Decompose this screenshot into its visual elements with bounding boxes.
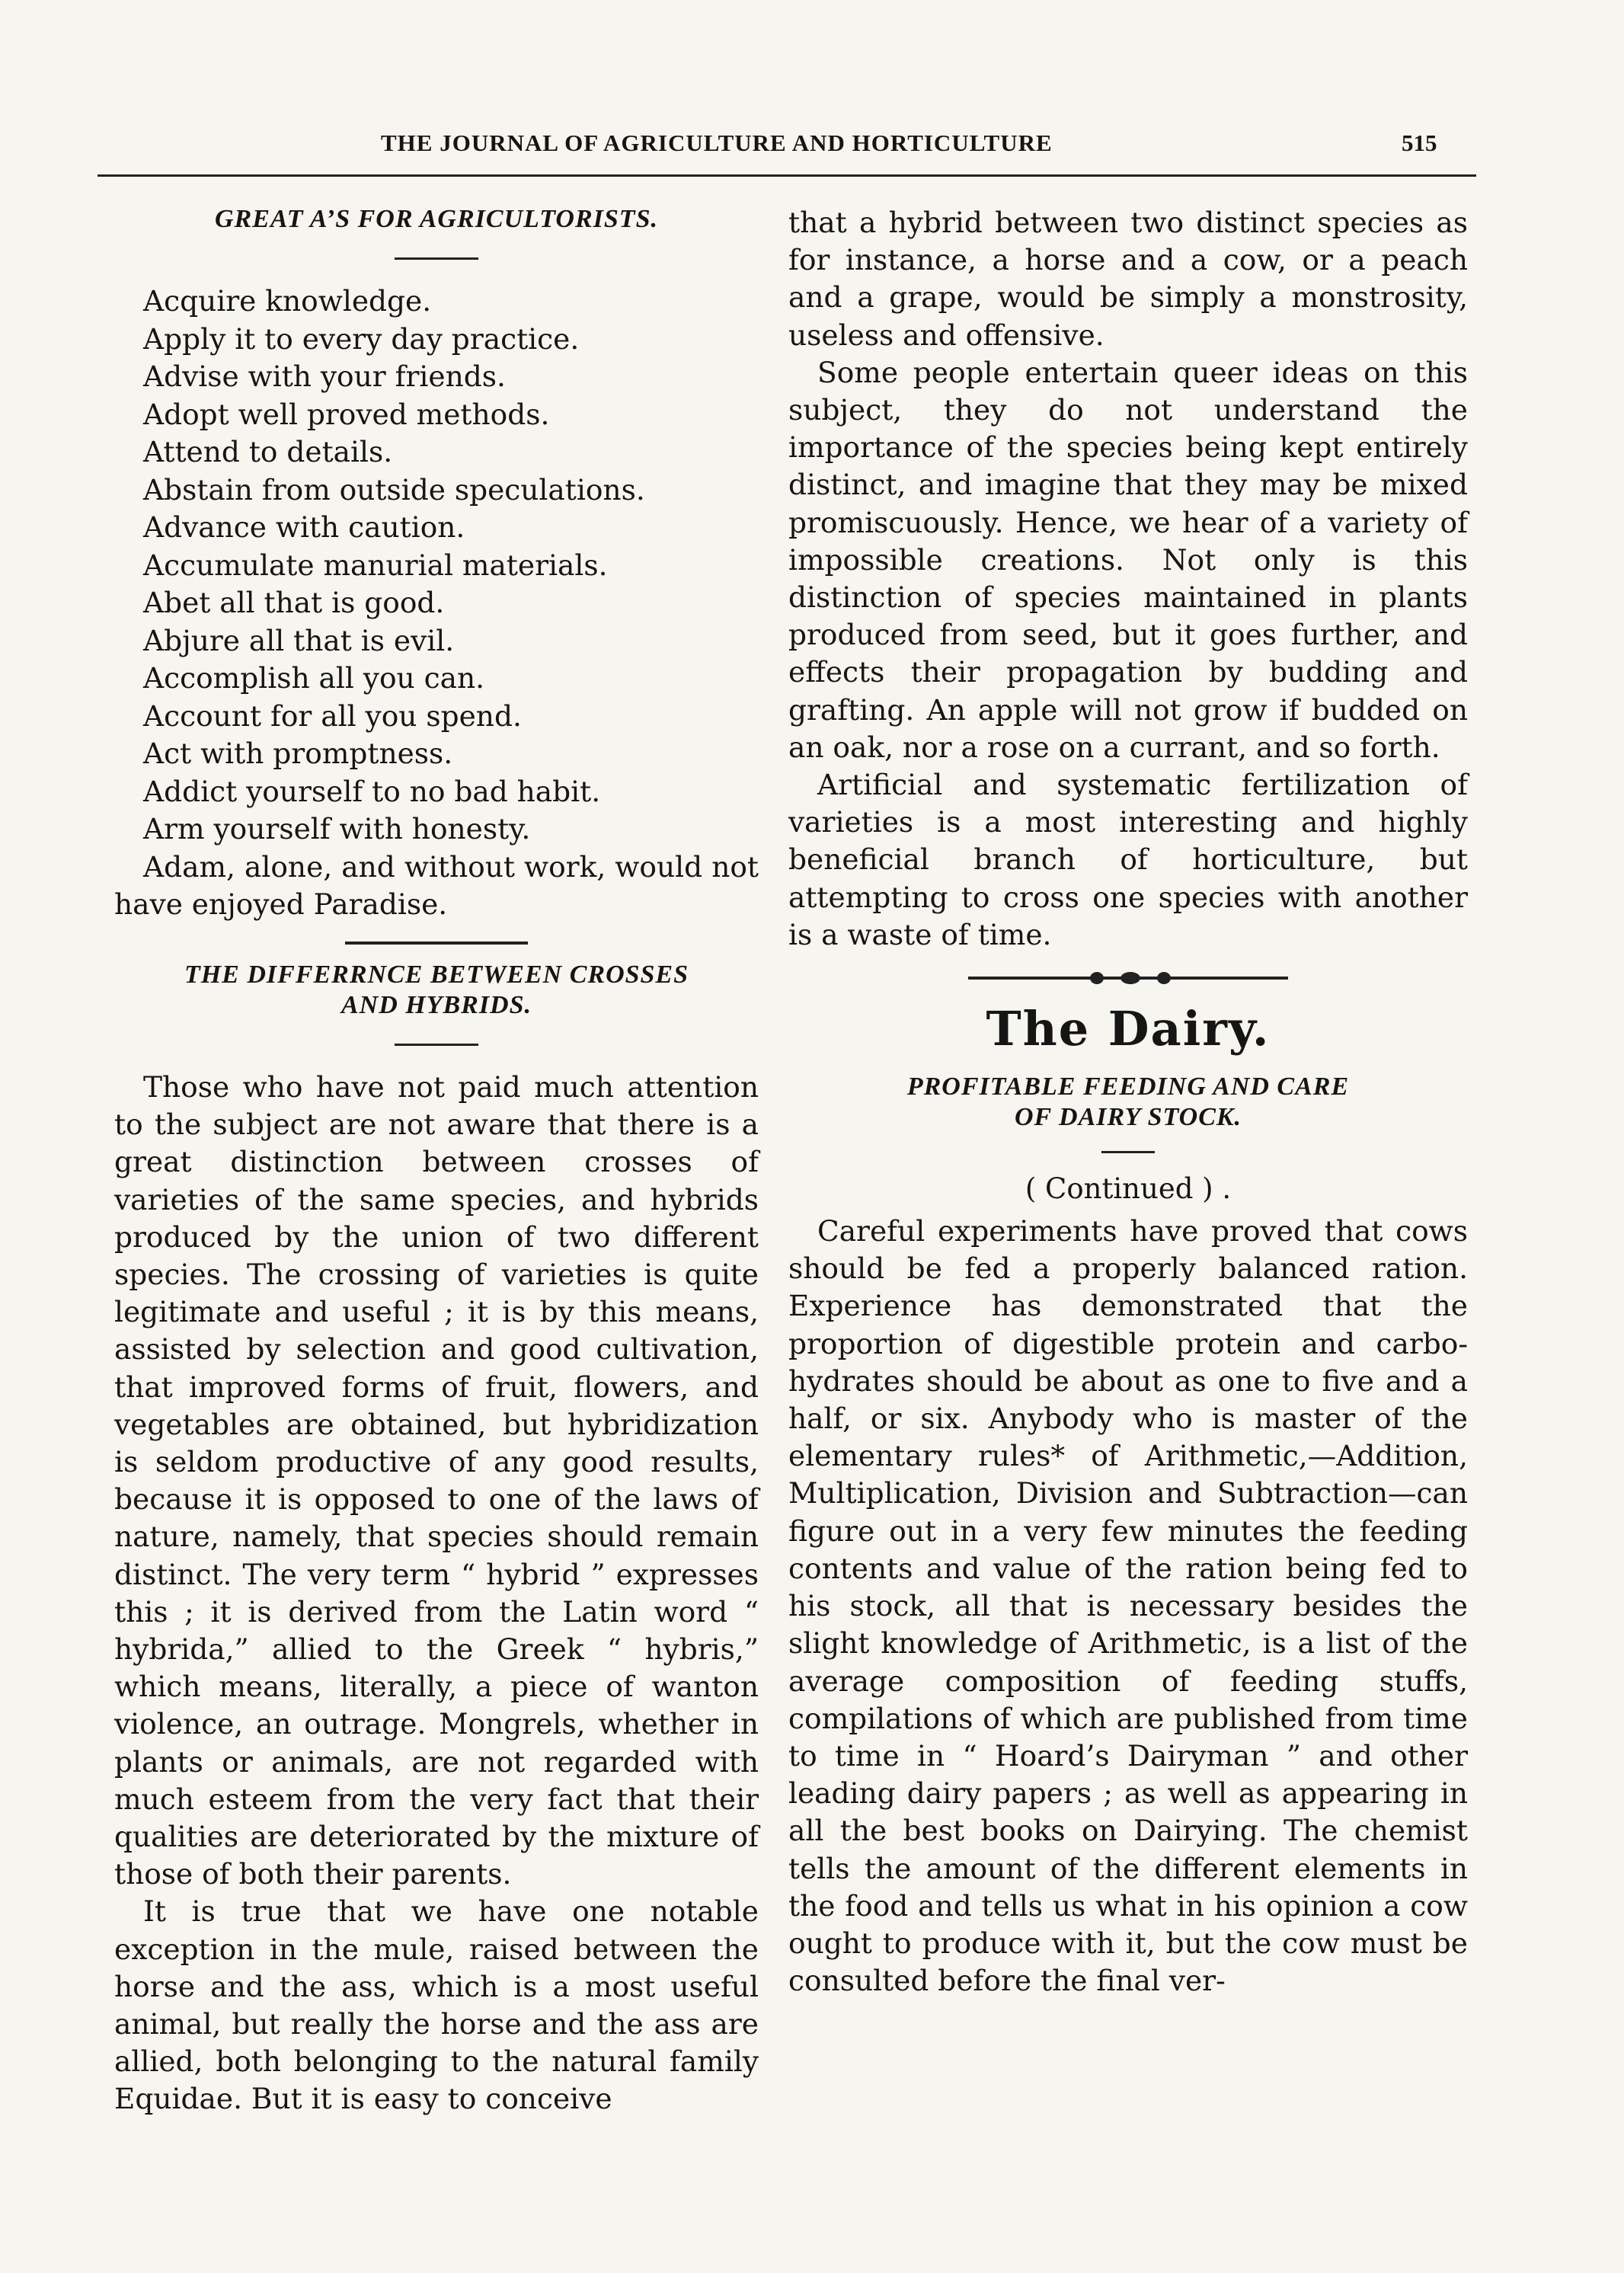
closing-line: Adam, alone, and without work, would not have enjoyed Paradise. — [114, 849, 759, 921]
ornamental-rule — [968, 977, 1288, 980]
heading-line: OF DAIRY STOCK. — [1014, 1103, 1242, 1132]
list-item: Account for all you spend. — [143, 699, 522, 733]
heading-line: THE DIFFERRNCE BETWEEN CROSSES — [184, 960, 689, 989]
list-item: Advise with your friends. — [143, 360, 506, 393]
list-item: Accomplish all you can. — [143, 661, 485, 695]
crosses-hybrids-heading — [114, 960, 759, 1021]
list-item: Act with promptness. — [143, 737, 453, 770]
article-paragraph: Those who have not paid much attention to the subject are not aware that there is a great distinction between crosses of varieties of the same species, and hybrids produced by the union of two different species. The crossing of varieties is quite legitimate and useful ; it is by this means, assisted by selection and good cultivation, that improved forms of fruit, flowers, and vegetables are obtained, but hybridization is seldom productive of any good results, because it is opposed to one of the laws of nature, namely, that species should remain distinct. The very term “ hybrid ” expresses this ; it is derived from the Latin word “ hybrida,” allied to the Greek “ hybris,” which means, literally, a piece of wanton violence, an outrage. Mongrels, whether in plants or animals, are not regarded with much esteem from the very fact that their qualities are deteriorated by the mixture of those of both their parents. — [114, 1069, 759, 1891]
list-item: Acquire knowledge. — [143, 284, 432, 318]
article-paragraph: It is true that we have one notable exception in the mule, raised between the horse and the ass, which is a most useful animal, but really the horse and the ass are allied, both belonging to the natural family Equidae. But it is easy to conceive — [114, 1894, 759, 2116]
list-item: Advance with caution. — [143, 510, 465, 544]
ornament-dot — [1157, 972, 1171, 984]
page-header — [98, 122, 1476, 168]
article-paragraph: that a hybrid between two distinct species as for instance, a horse and a cow, or a peach and a grape, would be simply a monstrosity, useless and offensive. — [788, 206, 1468, 352]
feeding-care-heading — [788, 1072, 1468, 1133]
page-number: 515 — [1402, 129, 1437, 156]
list-item: Apply it to every day practice. — [143, 321, 580, 356]
list-item: Abjure all that is evil. — [143, 623, 455, 657]
heading-line: AND HYBRIDS. — [340, 990, 532, 1019]
header-rule — [98, 174, 1476, 177]
heading-line: PROFITABLE FEEDING AND CARE — [906, 1073, 1350, 1101]
running-head: THE JOURNAL OF AGRICULTURE AND HORTICULTURE — [381, 129, 1053, 156]
ornament-dot — [1090, 972, 1104, 984]
heading-rule — [395, 1044, 478, 1046]
list-item: Addict yourself to no bad habit. — [143, 774, 601, 808]
list-item: Arm yourself with honesty. — [143, 812, 531, 846]
list-item: Attend to details. — [143, 435, 393, 468]
list-item: Abstain from outside speculations. — [143, 472, 645, 507]
ornament-dot — [1120, 972, 1140, 984]
article-paragraph: Artificial and systematic fertilization of varieties is a most interesting and highly beneficial branch of horticulture, but attempting to cross one species with another is a waste of time. — [788, 768, 1468, 951]
great-as-list — [114, 283, 759, 923]
list-item: Accumulate manurial materials. — [143, 548, 608, 582]
dairy-section-title: The Dairy. — [986, 1001, 1271, 1057]
list-item: Abet all that is good. — [143, 586, 445, 619]
article-paragraph: Careful experiments have proved that cows should be fed a properly balanced ration. Experience has demonstrated that the proportion of digestible protein and carbo-hydrates should be about as one to five and a half, or six. Anybody who is master of the elementary rules* of Arithmetic,—Addition, Multiplication, Division and Subtraction—can figure out in a very few minutes the feeding contents and value of the ration being fed to his stock, all that is necessary besides the slight knowledge of Arithmetic, is a list of the average composition of feeding stuffs, compilations of which are published from time to time in “ Hoard’s Dairyman ” and other leading dairy papers ; as well as appearing in all the best books on Dairying. The chemist tells the amount of the different elements in the food and tells us what in his opinion a cow ought to produce with it, but the cow must be consulted before the final ver- — [788, 1214, 1468, 1998]
right-column — [788, 204, 1468, 2000]
left-column — [114, 204, 759, 2118]
heading-rule — [1101, 1151, 1155, 1153]
list-item: Adopt well proved methods. — [143, 397, 550, 431]
continued-label: ( Continued ) . — [1025, 1172, 1232, 1206]
article-paragraph: Some people entertain queer ideas on this subject, they do not understand the importance of the species being kept entirely distinct, and imagine that they may be mixed promiscuously. Hence, we hear of a variety of impossible creations. Not only is this distinction of species maintained in plants produced from seed, but it goes further, and effects their propagation by budding and grafting. An apple will not grow if budded on an oak, nor a rose on a currant, and so forth. — [788, 355, 1468, 764]
great-as-heading: GREAT A’S FOR AGRICULTORISTS. — [215, 205, 658, 233]
heading-rule — [395, 257, 478, 260]
section-separator — [345, 941, 528, 945]
